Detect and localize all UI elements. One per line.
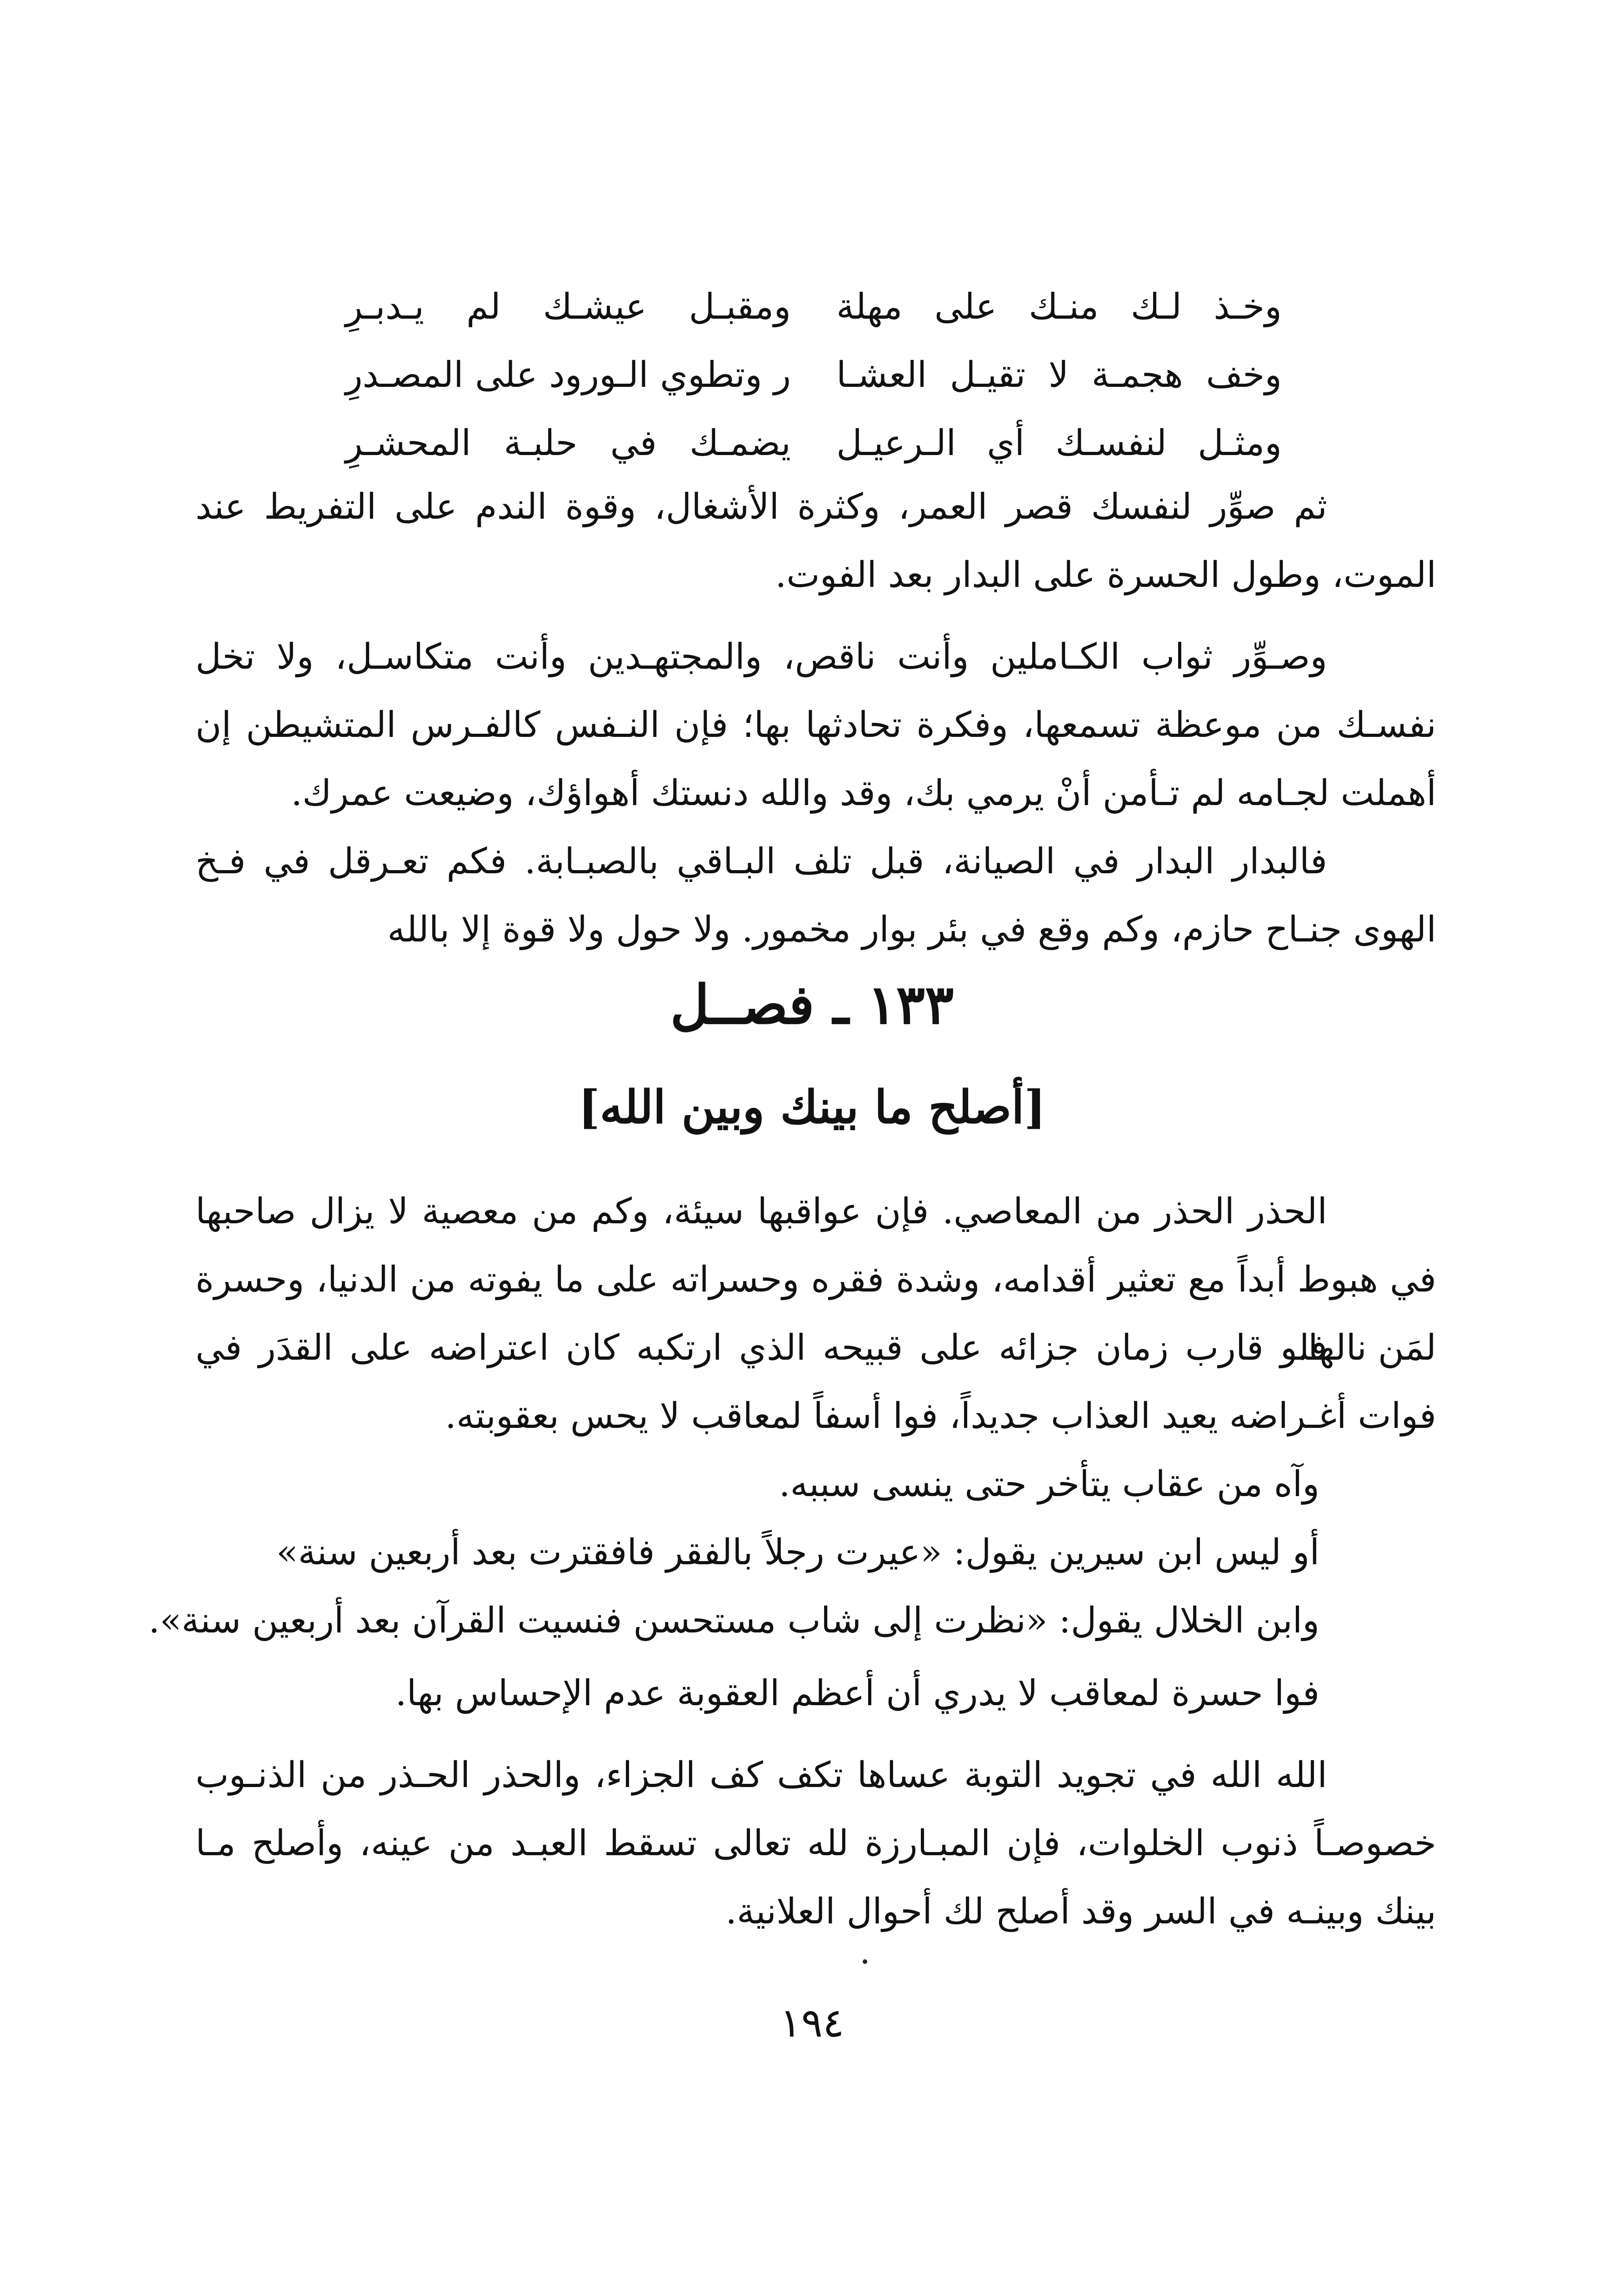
page-number: ١٩٤ xyxy=(780,1999,844,2046)
paragraph-block xyxy=(195,827,1436,964)
text-line: فوا حسرة لمعاقب لا يدري أن أعظم العقوبة عدم الإحساس بها. xyxy=(395,1673,1319,1714)
paragraph: فلو قارب زمان جزائه على قبيحه الذي ارتكبه كان اعتراضه على القدَر في فوات أغـراضه يعيد العذاب جديداً، فوا أسفاً لمعاقب لا يحس بعقوبته. xyxy=(195,1327,1436,1437)
paragraph-block xyxy=(195,473,1436,609)
text-line: أو ليس ابن سيرين يقول: «عيرت رجلاً بالفقر فافقترت بعد أربعين سنة» xyxy=(276,1532,1319,1573)
paragraph: الحذر الحذر من المعاصي. فإن عواقبها سيئة، وكم من معصية لا يزال صاحبها في هبوط أبداً مع تعثير أقدامه، وشدة فقره وحسراته على ما يفوته من الدنيا، وحسرة لمَن نالها. xyxy=(195,1191,1436,1368)
paragraph: الله الله في تجويد التوبة عساها تكف كف الجزاء، والحذر الحـذر من الذنـوب خصوصـاً ذنوب الخلوات، فإن المبـارزة لله تعالى تسقط العبـد من عينه، وأصلح مـا بينك وبينـه في السر وقد أصلح لك أحوال العلانية. xyxy=(195,1755,1436,1932)
verse-first-hemistich: وخـذ لـك منـك على مهلة xyxy=(836,286,1282,327)
paragraph: ثم صوِّر لنفسك قصر العمر، وكثرة الأشغال، وقوة الندم على التفريط عند الموت، وطول الحسرة على البدار بعد الفوت. xyxy=(195,486,1436,596)
paragraph: فالبدار البدار في الصيانة، قبل تلف البـاقي بالصبـابة. فكم تعـرقل في فـخ الهوى جنـاح حازم، وكم وقع في بئر بوار مخمور. ولا حول ولا قوة إلا بالله xyxy=(195,841,1436,950)
verse-first-hemistich: ومثـل لنفسـك أي الـرعيـل xyxy=(836,423,1282,464)
verse-second-hemistich: ر وتطوي الـورود على المصـدرِ xyxy=(345,355,791,396)
poem-verse xyxy=(345,409,1282,477)
decorative-dot xyxy=(863,1959,867,1964)
verse-second-hemistich: يضمـك في حلبـة المحشـرِ xyxy=(345,423,791,464)
verse-first-hemistich: وخف هجمـة لا تقيـل العشـا xyxy=(836,355,1282,396)
section-title: ١٣٣ ـ فصــل xyxy=(670,973,954,1036)
section-subtitle: [أصلح ما بينك وبين الله] xyxy=(578,1080,1046,1134)
paragraph: وصـوِّر ثواب الكـاملين وأنت ناقص، والمجتهـدين وأنت متكاسـل، ولا تخل نفسـك من موعظة تسمعها، وفكرة تحادثها بها؛ فإن النـفس كالفـرس المتشيطن إن أهملت لجـامه لم تـأمن أنْ يرمي بك، وقد والله دنستك أهواؤك، وضيعت عمرك. xyxy=(195,636,1436,814)
paragraph-block xyxy=(195,623,1436,827)
poem-verse xyxy=(345,341,1282,409)
paragraph-block xyxy=(195,1741,1436,1946)
verse-second-hemistich: ومقبـل عيشـك لم يـدبـرِ xyxy=(345,286,791,327)
text-line: وابن الخلال يقول: «نظرت إلى شاب مستحسن فنسيت القرآن بعد أربعين سنة». xyxy=(148,1600,1319,1641)
poem-verse xyxy=(345,273,1282,341)
poem xyxy=(345,273,1282,477)
paragraph-block xyxy=(195,1314,1436,1450)
text-line: وآه من عقاب يتأخر حتى ينسى سببه. xyxy=(779,1464,1319,1505)
